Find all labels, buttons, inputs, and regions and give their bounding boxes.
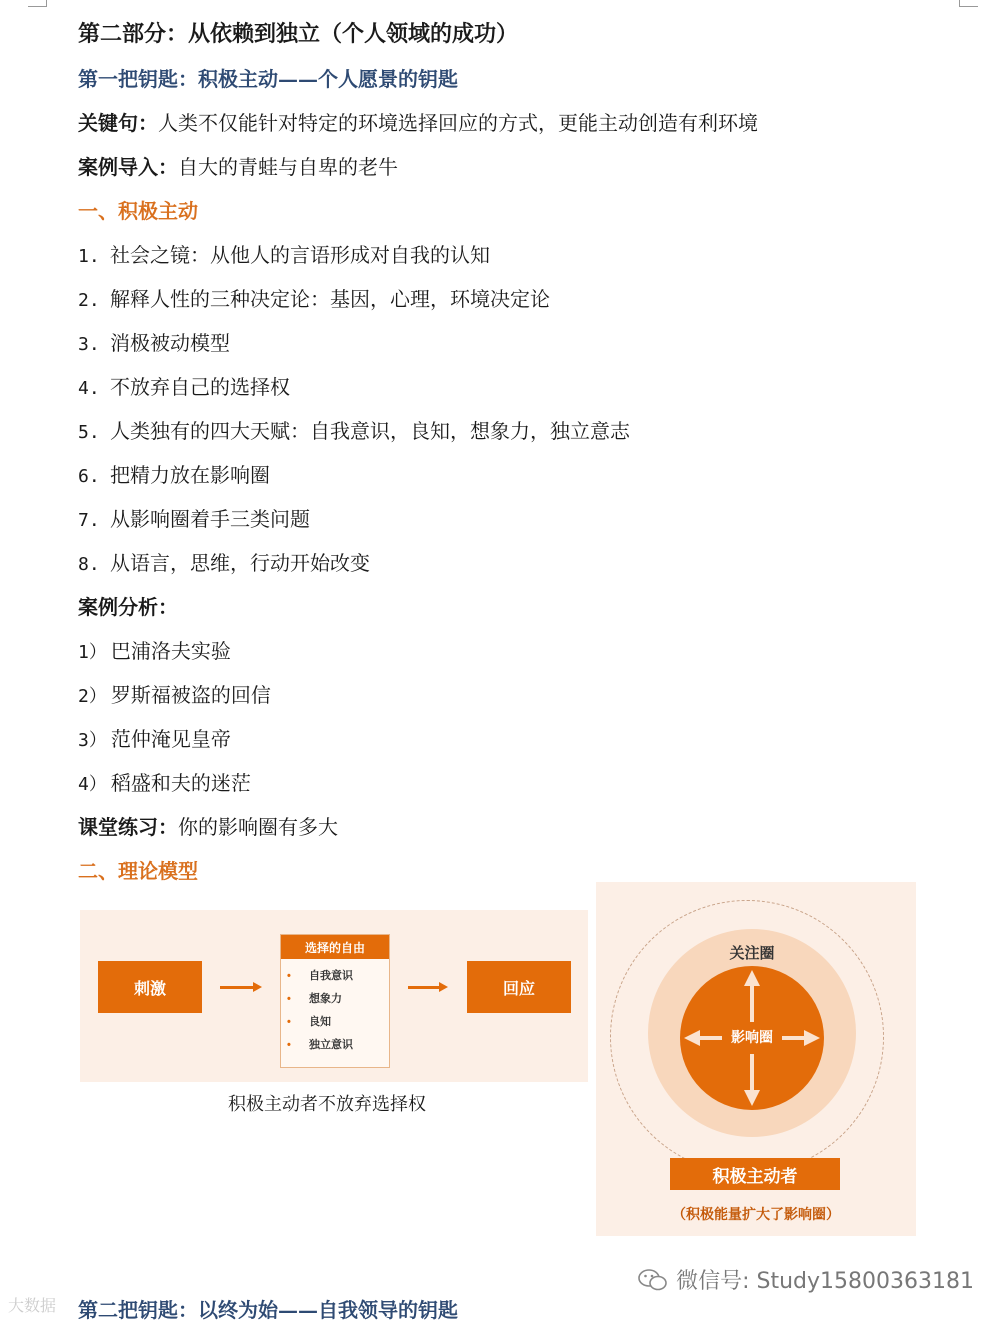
- case-item-number: 2）: [78, 686, 107, 707]
- list-item-text: 不放弃自己的选择权: [110, 375, 291, 399]
- choice-list: [281, 959, 389, 1057]
- choice-freedom-box: [280, 934, 390, 1068]
- case-item-number: 1）: [78, 642, 107, 663]
- keyphrase-text: 人类不仅能针对特定的环境选择回应的方式，更能主动创造有利环境: [158, 111, 758, 135]
- list-item: [78, 285, 550, 315]
- circle-of-influence-diagram: [596, 882, 916, 1236]
- list-item: [78, 461, 270, 491]
- section2-title: 二、理论模型: [78, 859, 198, 883]
- exercise-line: [78, 813, 338, 841]
- list-item-text: 从语言，思维，行动开始改变: [110, 551, 371, 575]
- wechat-icon: [638, 1269, 668, 1291]
- part-heading: 第二部分：从依赖到独立（个人领域的成功）: [78, 21, 519, 47]
- case-item-number: 3）: [78, 730, 107, 751]
- proactive-note: （积极能量扩大了影响圈）: [672, 1206, 840, 1222]
- case-item: [78, 769, 251, 799]
- exercise-text: 你的影响圈有多大: [178, 815, 338, 839]
- circle-of-influence-label: 影响圈: [724, 1026, 780, 1048]
- list-item-number: 8.: [78, 554, 100, 575]
- case-item-text: 罗斯福被盗的回信: [110, 683, 271, 707]
- list-item-text: 人类独有的四大天赋：自我意识，良知，想象力，独立意志: [110, 419, 631, 443]
- page-corner-mark-right: [959, 0, 978, 7]
- choice-item: • 想象力: [287, 988, 389, 1011]
- bullet-icon: •: [287, 970, 291, 982]
- list-item-text: 从影响圈着手三类问题: [110, 507, 311, 531]
- list-item-number: 6.: [78, 466, 100, 487]
- case-item: [78, 725, 231, 755]
- key2-title: 第二把钥匙：以终为始——自我领导的钥匙: [78, 1298, 458, 1322]
- exercise-label: 课堂练习：: [78, 815, 178, 839]
- list-item: [78, 417, 630, 447]
- list-item: [78, 373, 290, 403]
- keyphrase-line: [78, 109, 758, 137]
- stimulus-box: 刺激: [98, 961, 202, 1013]
- choice-freedom-title: 选择的自由: [281, 935, 389, 959]
- case-analysis-label: 案例分析：: [78, 595, 178, 619]
- key1-title: 第一把钥匙：积极主动——个人愿景的钥匙: [78, 67, 458, 91]
- wechat-id-text: 微信号: Study15800363181: [676, 1269, 974, 1294]
- list-item: [78, 241, 490, 271]
- list-item-number: 4.: [78, 378, 100, 399]
- arrow-right-icon: [408, 986, 440, 989]
- case-item-number: 4）: [78, 774, 107, 795]
- list-item-text: 把精力放在影响圈: [110, 463, 271, 487]
- wechat-watermark: [638, 1264, 974, 1295]
- list-item-text: 社会之镜：从他人的言语形成对自我的认知: [110, 243, 491, 267]
- bullet-icon: •: [287, 1016, 291, 1028]
- case-item: [78, 637, 231, 667]
- section1-title: 一、积极主动: [78, 199, 198, 223]
- list-item: [78, 505, 310, 535]
- choice-item: • 独立意识: [287, 1034, 389, 1057]
- list-item-number: 7.: [78, 510, 100, 531]
- arrow-right-icon: [220, 986, 254, 989]
- bullet-icon: •: [287, 993, 291, 1005]
- list-item-number: 3.: [78, 334, 100, 355]
- case-item-text: 范仲淹见皇帝: [110, 727, 231, 751]
- corner-watermark: 大数据: [8, 1296, 57, 1315]
- response-box: 回应: [467, 961, 571, 1013]
- list-item-number: 5.: [78, 422, 100, 443]
- list-item-text: 解释人性的三种决定论：基因，心理，环境决定论: [110, 287, 551, 311]
- list-item: [78, 549, 370, 579]
- choice-item: • 自我意识: [287, 965, 389, 988]
- case-item: [78, 681, 271, 711]
- proactive-person-label: 积极主动者: [670, 1158, 840, 1190]
- case-intro-text: 自大的青蛙与自卑的老牛: [178, 155, 398, 179]
- choice-item: • 良知: [287, 1011, 389, 1034]
- list-item-number: 1.: [78, 246, 100, 267]
- list-item-text: 消极被动模型: [110, 331, 231, 355]
- case-intro-label: 案例导入：: [78, 155, 178, 179]
- model-caption: 积极主动者不放弃选择权: [228, 1094, 426, 1115]
- list-item-number: 2.: [78, 290, 100, 311]
- bullet-icon: •: [287, 1039, 291, 1051]
- list-item: [78, 329, 230, 359]
- stimulus-response-diagram: [80, 910, 588, 1082]
- circle-of-concern-label: 关注圈: [729, 945, 775, 962]
- case-item-text: 巴浦洛夫实验: [110, 639, 231, 663]
- keyphrase-label: 关键句：: [78, 111, 158, 135]
- page-corner-mark-left: [28, 0, 47, 7]
- case-intro-line: [78, 153, 398, 181]
- case-item-text: 稻盛和夫的迷茫: [110, 771, 251, 795]
